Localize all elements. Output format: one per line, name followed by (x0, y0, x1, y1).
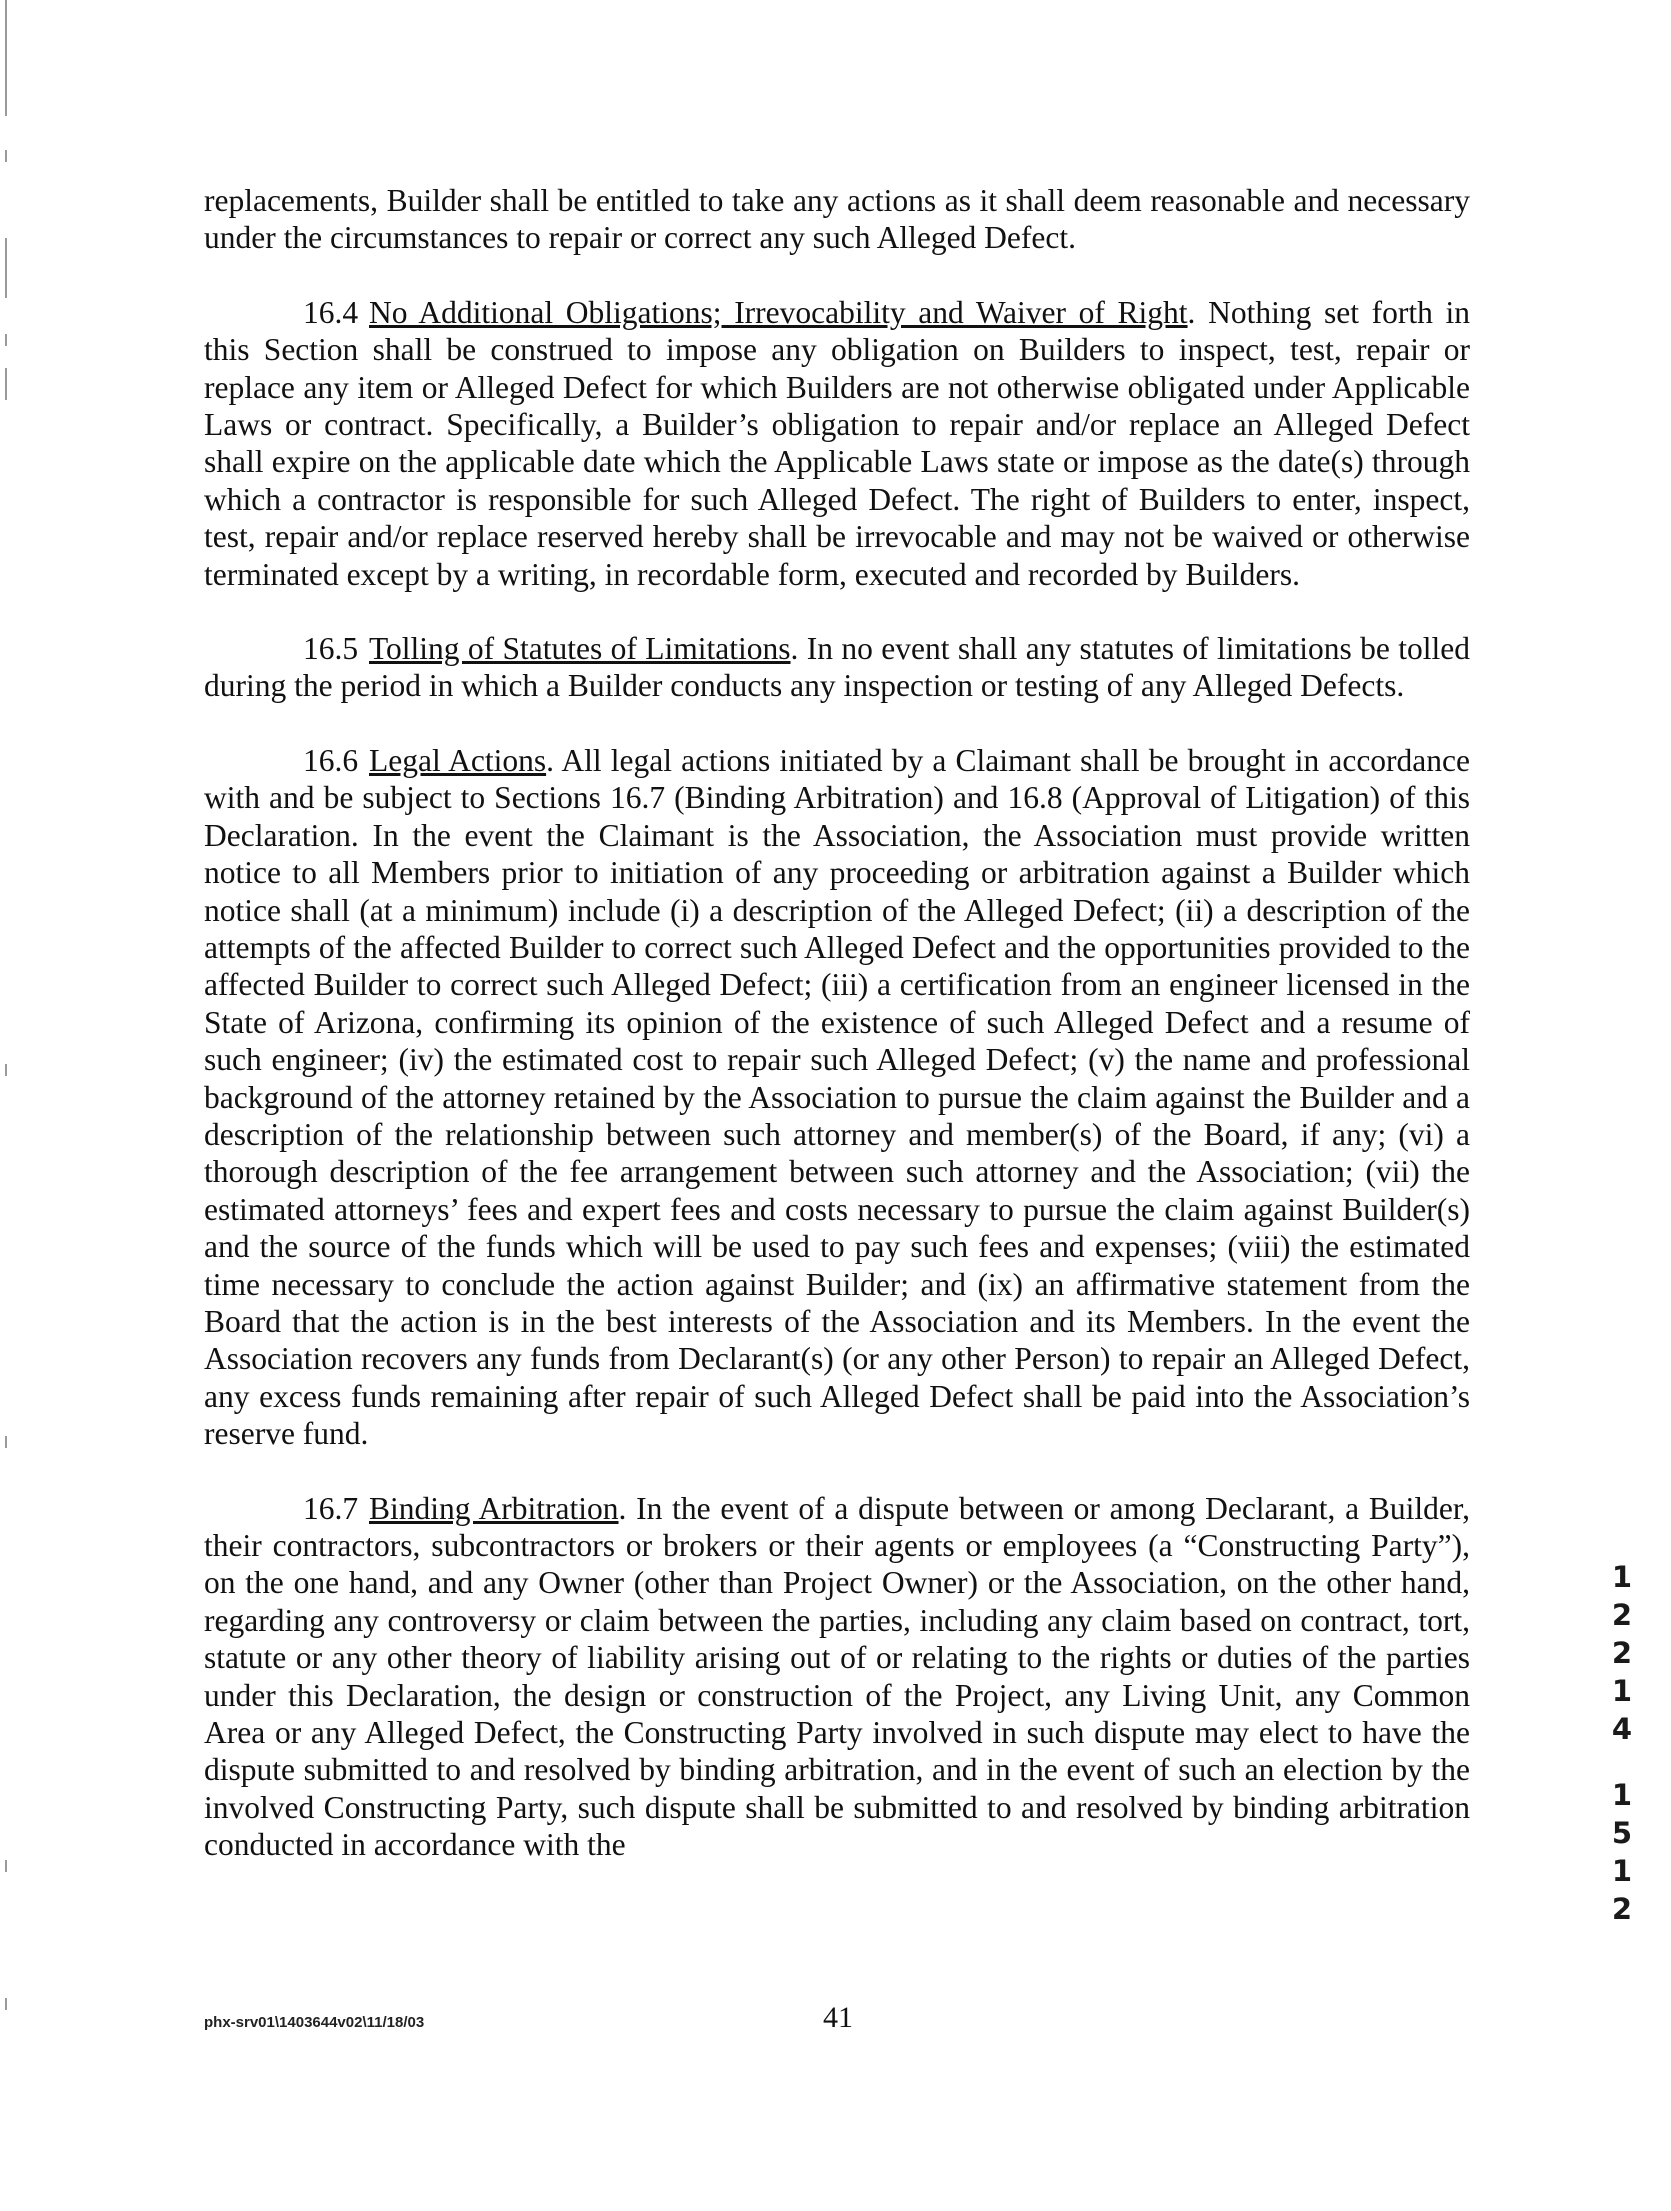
section-number: 16.5 (303, 631, 359, 667)
paragraph-continuation (204, 182, 1470, 257)
section-title: No Additional Obligations; Irrevocability and Waiver of Right (369, 294, 1188, 330)
stamp-digit: 2 (1611, 1636, 1633, 1670)
section-text: . Nothing set forth in this Section shall be construed to impose any obligation on Builders to inspect, test, repair or replace any item or Alleged Defect for which Builders are not otherwise obligated under Applicable Laws or contract. Specifically, a Builder’s obligation to repair and/or replace an Alleged Defect shall expire on the applicable date which the Applicable Laws state or impose as the date(s) through which a contractor is responsible for such Alleged Defect. The right of Builders to enter, inspect, test, repair and/or replace reserved hereby shall be irrevocable and may not be waived or otherwise terminated except by a writing, in recordable form, executed and recorded by Builders. (204, 294, 1470, 592)
stamp-digit: 4 (1611, 1712, 1633, 1746)
section-number: 16.4 (303, 294, 359, 330)
page-number: 41 (823, 2001, 853, 2034)
section-text: . In the event of a dispute between or among Declarant, a Builder, their contractors, subcontractors or brokers or their agents or employees (a “Constructing Party”), on the one hand, and any Owner (other than Project Owner) or the Association, on the other hand, regarding any controversy or claim between the parties, including any claim based on contract, tort, statute or any other theory of liability arising out of or relating to the rights or duties of the parties under this Declaration, the design or construction of the Project, any Living Unit, any Common Area or any Alleged Defect, the Constructing Party involved in such dispute may elect to have the dispute submitted to and resolved by binding arbitration, and in the event of such an election by the involved Constructing Party, such dispute shall be submitted to and resolved by binding arbitration conducted in accordance with the (204, 1490, 1470, 1863)
scan-edge-mark (5, 1860, 7, 1872)
document-body (204, 182, 1470, 1901)
scan-edge-mark (5, 1998, 7, 2010)
section-number: 16.7 (303, 1490, 359, 1526)
section-number: 16.6 (303, 742, 359, 778)
stamp-digit: 1 (1611, 1778, 1633, 1812)
section-title: Legal Actions (369, 742, 547, 778)
stamp-digit: 1 (1611, 1560, 1633, 1594)
scan-edge-mark (5, 0, 7, 116)
stamp-digit: 2 (1611, 1892, 1633, 1926)
paragraph-text: replacements, Builder shall be entitled to take any actions as it shall deem reasonable and necessary under the circumstances to repair or correct any such Alleged Defect. (204, 183, 1470, 256)
section-text: . In no event shall any statutes of limitations be tolled during the period in which a Builder conducts any inspection or testing of any Alleged Defects. (204, 631, 1471, 704)
scan-edge-mark (5, 1064, 7, 1076)
scan-edge-mark (5, 334, 7, 346)
section-16-5 (204, 630, 1470, 705)
scan-edge-mark (5, 368, 7, 400)
scan-edge-mark (5, 150, 7, 162)
recording-number-stamp (1605, 1558, 1639, 1928)
stamp-digit: 1 (1611, 1854, 1633, 1888)
section-16-4 (204, 294, 1470, 593)
stamp-digit: 1 (1611, 1674, 1633, 1708)
stamp-gap (1605, 1748, 1639, 1776)
section-title: Binding Arbitration (369, 1490, 619, 1526)
section-16-7 (204, 1490, 1470, 1864)
section-16-6 (204, 742, 1470, 1453)
stamp-digit: 2 (1611, 1598, 1633, 1632)
stamp-digit: 5 (1611, 1816, 1633, 1850)
scan-edge-mark (5, 1436, 7, 1448)
scan-edge-mark (5, 238, 7, 298)
section-title: Tolling of Statutes of Limitations (369, 631, 791, 667)
footer-document-id: phx-srv01\1403644v02\11/18/03 (204, 2014, 425, 2031)
section-text: . All legal actions initiated by a Claimant shall be brought in accordance with and be subject to Sections 16.7 (Binding Arbitration) and 16.8 (Approval of Litigation) of this Declaration. In the event the Claimant is the Association, the Association must provide written notice to all Members prior to initiation of any proceeding or arbitration against a Builder which notice shall (at a minimum) include (i) a description of the Alleged Defect; (ii) a description of the attempts of the affected Builder to correct such Alleged Defect and the opportunities provided to the affected Builder to correct such Alleged Defect; (iii) a certification from an engineer licensed in the State of Arizona, confirming its opinion of the existence of such Alleged Defect and a resume of such engineer; (iv) the estimated cost to repair such Alleged Defect; (v) the name and professional background of the attorney retained by the Association to pursue the claim against the Builder and a description of the relationship between such attorney and member(s) of the Board, if any; (vi) a thorough description of the fee arrangement between such attorney and the Association; (vii) the estimated attorneys’ fees and expert fees and costs necessary to pursue the claim against Builder(s) and the source of the funds which will be used to pay such fees and expenses; (viii) the estimated time necessary to conclude the action against Builder; and (ix) an affirmative statement from the Board that the action is in the best interests of the Association and its Members. In the event the Association recovers any funds from Declarant(s) (or any other Person) to repair an Alleged Defect, any excess funds remaining after repair of such Alleged Defect shall be paid into the Association’s reserve fund. (204, 742, 1470, 1452)
